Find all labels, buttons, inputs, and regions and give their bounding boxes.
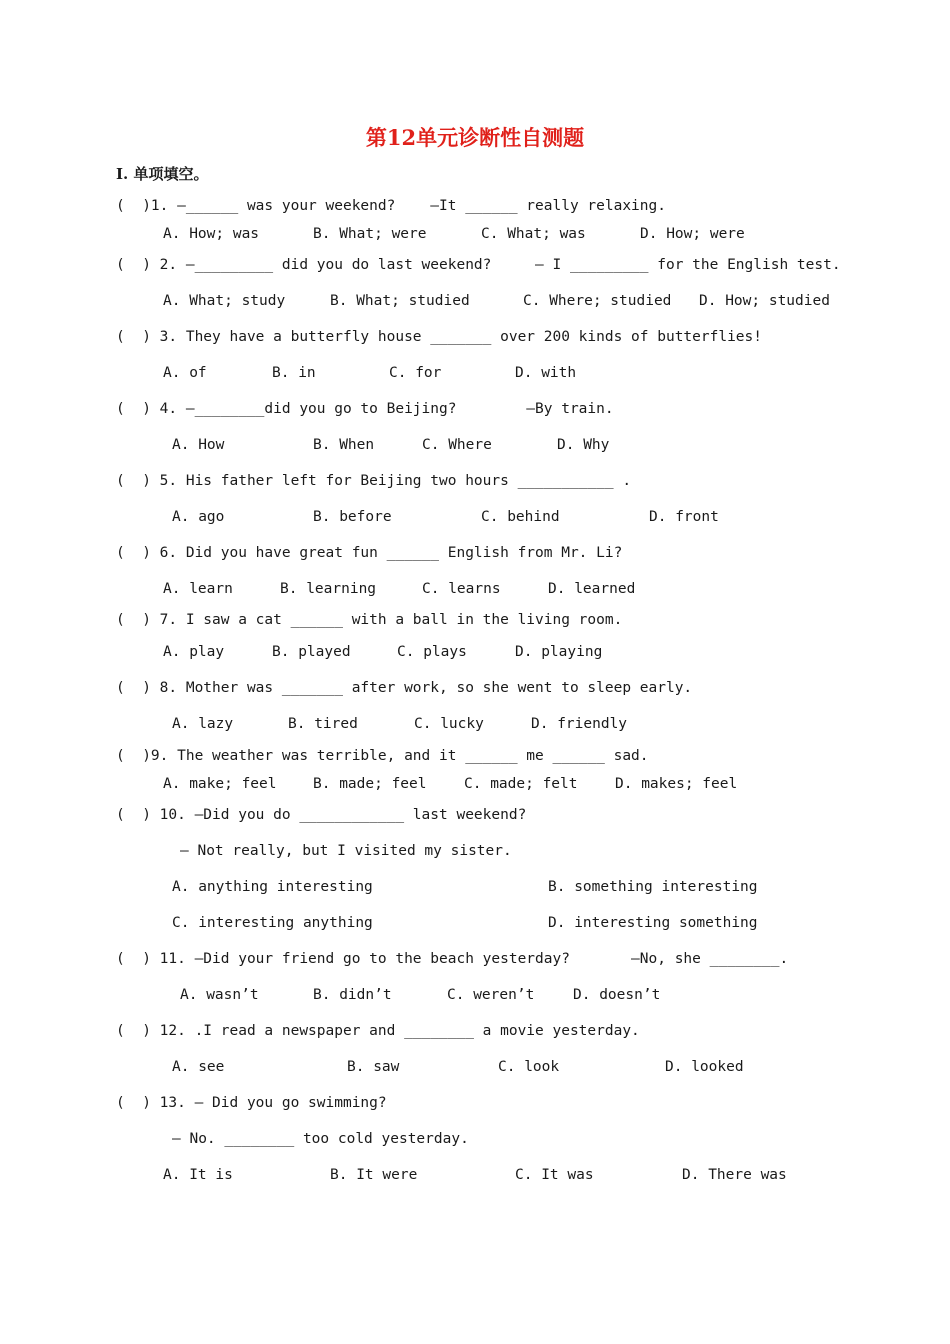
q11-option-d: D. doesn’t bbox=[573, 987, 661, 1003]
q13-option-d: D. There was bbox=[682, 1167, 787, 1183]
question-6: ( ) 6. Did you have great fun ______ English from Mr. Li? bbox=[116, 545, 623, 561]
q1-option-b: B. What; were bbox=[313, 226, 427, 242]
q1-option-c: C. What; was bbox=[481, 226, 586, 242]
question-13-answer: — No. ________ too cold yesterday. bbox=[172, 1131, 469, 1147]
q3-option-c: C. for bbox=[389, 365, 442, 381]
q11-option-a: A. wasn’t bbox=[180, 987, 259, 1003]
q13-option-a: A. It is bbox=[163, 1167, 233, 1183]
question-12: ( ) 12. .I read a newspaper and ________ a movie yesterday. bbox=[116, 1023, 640, 1039]
question-7: ( ) 7. I saw a cat ______ with a ball in the living room. bbox=[116, 612, 623, 628]
q12-option-d: D. looked bbox=[665, 1059, 744, 1075]
q12-option-b: B. saw bbox=[347, 1059, 400, 1075]
section-heading: I. 单项填空。 bbox=[116, 165, 209, 183]
q2-option-b: B. What; studied bbox=[330, 293, 470, 309]
question-2: ( ) 2. —_________ did you do last weekend? — I _________ for the English test. bbox=[116, 257, 841, 273]
q7-option-b: B. played bbox=[272, 644, 351, 660]
q2-option-a: A. What; study bbox=[163, 293, 286, 309]
q1-option-d: D. How; were bbox=[640, 226, 745, 242]
question-8: ( ) 8. Mother was _______ after work, so she went to sleep early. bbox=[116, 680, 693, 696]
q7-option-d: D. playing bbox=[515, 644, 603, 660]
question-1: ( )1. —______ was your weekend? —It ______ really relaxing. bbox=[116, 198, 666, 214]
q1-option-a: A. How; was bbox=[163, 226, 260, 242]
question-9: ( )9. The weather was terrible, and it ______ me ______ sad. bbox=[116, 748, 649, 764]
q7-option-a: A. play bbox=[163, 644, 225, 660]
question-4: ( ) 4. —________did you go to Beijing? —By train. bbox=[116, 401, 614, 417]
q11-option-c: C. weren’t bbox=[447, 987, 535, 1003]
question-13: ( ) 13. — Did you go swimming? bbox=[116, 1095, 387, 1111]
question-11: ( ) 11. —Did your friend go to the beach yesterday? —No, she ________. bbox=[116, 951, 789, 967]
q5-option-a: A. ago bbox=[172, 509, 225, 525]
q5-option-d: D. front bbox=[649, 509, 719, 525]
q6-option-d: D. learned bbox=[548, 581, 636, 597]
q4-option-b: B. When bbox=[313, 437, 375, 453]
q13-option-c: C. It was bbox=[515, 1167, 594, 1183]
q10-option-c: C. interesting anything bbox=[172, 915, 373, 931]
q3-option-a: A. of bbox=[163, 365, 207, 381]
q5-option-b: B. before bbox=[313, 509, 392, 525]
q7-option-c: C. plays bbox=[397, 644, 467, 660]
q2-option-c: C. Where; studied bbox=[523, 293, 672, 309]
question-5: ( ) 5. His father left for Beijing two hours ___________ . bbox=[116, 473, 632, 489]
q5-option-c: C. behind bbox=[481, 509, 560, 525]
q9-option-b: B. made; feel bbox=[313, 776, 427, 792]
q8-option-d: D. friendly bbox=[531, 716, 628, 732]
q13-option-b: B. It were bbox=[330, 1167, 418, 1183]
q3-option-b: B. in bbox=[272, 365, 316, 381]
q3-option-d: D. with bbox=[515, 365, 577, 381]
q8-option-b: B. tired bbox=[288, 716, 358, 732]
q9-option-d: D. makes; feel bbox=[615, 776, 738, 792]
q6-option-c: C. learns bbox=[422, 581, 501, 597]
q12-option-a: A. see bbox=[172, 1059, 225, 1075]
q10-option-d: D. interesting something bbox=[548, 915, 758, 931]
q10-option-b: B. something interesting bbox=[548, 879, 758, 895]
q9-option-a: A. make; feel bbox=[163, 776, 277, 792]
q6-option-b: B. learning bbox=[280, 581, 377, 597]
question-10: ( ) 10. —Did you do ____________ last weekend? bbox=[116, 807, 527, 823]
q4-option-d: D. Why bbox=[557, 437, 610, 453]
q12-option-c: C. look bbox=[498, 1059, 560, 1075]
q4-option-a: A. How bbox=[172, 437, 225, 453]
q8-option-a: A. lazy bbox=[172, 716, 234, 732]
q4-option-c: C. Where bbox=[422, 437, 492, 453]
q10-option-a: A. anything interesting bbox=[172, 879, 373, 895]
question-10-answer: — Not really, but I visited my sister. bbox=[180, 843, 512, 859]
q2-option-d: D. How; studied bbox=[699, 293, 830, 309]
page-title: 第12单元诊断性自测题 bbox=[365, 125, 585, 150]
q11-option-b: B. didn’t bbox=[313, 987, 392, 1003]
q9-option-c: C. made; felt bbox=[464, 776, 578, 792]
q8-option-c: C. lucky bbox=[414, 716, 484, 732]
q6-option-a: A. learn bbox=[163, 581, 233, 597]
question-3: ( ) 3. They have a butterfly house _______ over 200 kinds of butterflies! bbox=[116, 329, 763, 345]
